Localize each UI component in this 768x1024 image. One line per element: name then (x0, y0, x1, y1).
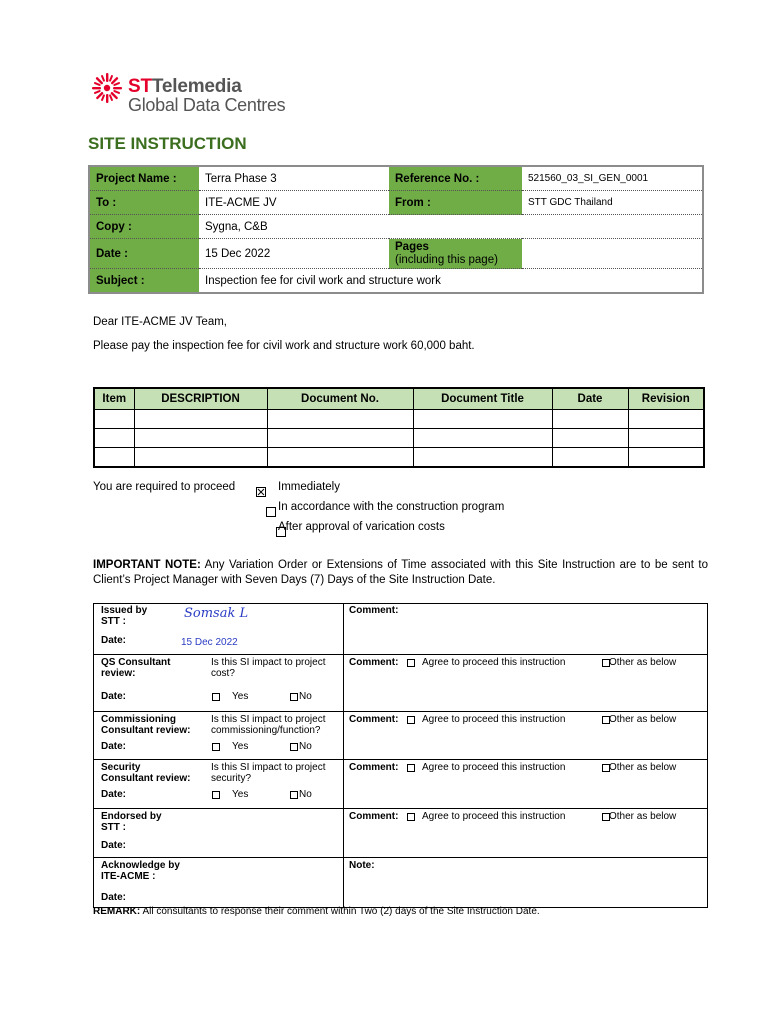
comm-question: Is this SI impact to project commissioning/function? (211, 714, 326, 736)
project-name-label: Project Name : (89, 166, 199, 191)
docs-cell[interactable] (552, 410, 628, 429)
docs-cell[interactable] (134, 429, 267, 448)
pages-label: Pages (including this page) (389, 239, 522, 269)
issued-label: Issued by STT : (101, 605, 148, 627)
issued-date-label: Date: (101, 635, 127, 646)
proceed-option-label: Immediately (278, 481, 340, 493)
other-label: Other as below (609, 762, 677, 773)
docs-cell[interactable] (94, 429, 134, 448)
proceed-checkbox-2[interactable] (266, 507, 276, 517)
qs-comment-cell (344, 655, 708, 712)
comment-label: Comment: (349, 762, 399, 773)
reference-label: Reference No. : (389, 166, 522, 191)
copy-value: Sygna, C&B (199, 215, 389, 239)
docs-cell[interactable] (267, 410, 413, 429)
qs-no-label: No (299, 691, 312, 702)
page-title: SITE INSTRUCTION (88, 134, 247, 153)
sec-yes-checkbox[interactable] (212, 791, 220, 799)
brand-name: STTelemedia (128, 76, 242, 97)
comm-review-label: Commissioning Consultant review: (101, 714, 191, 736)
endorsed-cell (94, 809, 344, 858)
sec-no-label: No (299, 789, 312, 800)
ack-note-cell (344, 858, 708, 908)
comm-no-label: No (299, 741, 312, 752)
sec-yes-label: Yes (232, 789, 249, 800)
documents-table (93, 387, 705, 468)
docs-column-header: Document Title (413, 388, 552, 410)
issued-cell (94, 604, 344, 655)
docs-cell[interactable] (267, 448, 413, 468)
issued-comment-cell (344, 604, 708, 655)
docs-column-header: Document No. (267, 388, 413, 410)
docs-column-header: Date (552, 388, 628, 410)
comm-yes-label: Yes (232, 741, 249, 752)
issued-date-value: 15 Dec 2022 (181, 637, 238, 648)
signature: Somsak L (184, 606, 249, 621)
comment-label: Comment: (349, 657, 399, 668)
docs-column-header: DESCRIPTION (134, 388, 267, 410)
docs-cell[interactable] (134, 410, 267, 429)
subject-value: Inspection fee for civil work and structure work (199, 269, 703, 294)
docs-cell[interactable] (413, 410, 552, 429)
to-label: To : (89, 191, 199, 215)
sec-review-label: Security Consultant review: (101, 762, 191, 784)
proceed-option-label: In accordance with the construction program (278, 501, 505, 513)
sec-comment-cell (344, 760, 708, 809)
remark: REMARK: All consultants to response their comment within Two (2) days of the Site Instruction Date. (93, 906, 540, 917)
docs-cell[interactable] (628, 448, 704, 468)
sec-no-checkbox[interactable] (290, 791, 298, 799)
agree-label: Agree to proceed this instruction (422, 811, 566, 822)
docs-table-row (94, 429, 704, 448)
agree-checkbox[interactable] (407, 659, 415, 667)
comm-comment-cell (344, 712, 708, 760)
docs-cell[interactable] (552, 448, 628, 468)
ack-date-label: Date: (101, 892, 127, 903)
comment-label: Comment: (349, 811, 399, 822)
ack-label: Acknowledge by ITE-ACME : (101, 860, 180, 882)
project-name-value: Terra Phase 3 (199, 166, 389, 191)
other-label: Other as below (609, 657, 677, 668)
qs-review-label: QS Consultant review: (101, 657, 171, 679)
important-note: IMPORTANT NOTE: Any Variation Order or Extensions of Time associated with this Site Instruction are to be sent to Client’s Project Manager with Seven Days (7) Days of the Site Instruction Date. (93, 559, 708, 586)
docs-cell[interactable] (413, 448, 552, 468)
endorsed-label: Endorsed by STT : (101, 811, 162, 833)
sec-question: Is this SI impact to project security? (211, 762, 326, 784)
proceed-checkbox-1[interactable] (256, 487, 266, 497)
ack-cell (94, 858, 344, 908)
qs-no-checkbox[interactable] (290, 693, 298, 701)
other-label: Other as below (609, 714, 677, 725)
from-label: From : (389, 191, 522, 215)
comm-yes-checkbox[interactable] (212, 743, 220, 751)
stt-logo-icon (91, 72, 123, 104)
sec-date-label: Date: (101, 789, 127, 800)
other-label: Other as below (609, 811, 677, 822)
docs-cell[interactable] (628, 410, 704, 429)
endorsed-date-label: Date: (101, 840, 127, 851)
docs-cell[interactable] (134, 448, 267, 468)
date-value: 15 Dec 2022 (199, 239, 389, 269)
qs-question: Is this SI impact to project cost? (211, 657, 326, 679)
comm-date-label: Date: (101, 741, 127, 752)
to-value: ITE-ACME JV (199, 191, 389, 215)
greeting: Dear ITE-ACME JV Team, (93, 316, 227, 328)
docs-cell[interactable] (94, 448, 134, 468)
docs-cell[interactable] (552, 429, 628, 448)
agree-label: Agree to proceed this instruction (422, 762, 566, 773)
comment-label: Comment: (349, 714, 399, 725)
copy-spacer-2 (522, 215, 703, 239)
proceed-label: You are required to proceed (93, 481, 236, 493)
agree-checkbox[interactable] (407, 716, 415, 724)
docs-cell[interactable] (267, 429, 413, 448)
header-table (88, 165, 704, 294)
docs-cell[interactable] (94, 410, 134, 429)
issued-comment-label: Comment: (349, 605, 399, 616)
proceed-option-label: After approval of varication costs (278, 521, 445, 533)
reference-value: 521560_03_SI_GEN_0001 (522, 166, 703, 191)
docs-cell[interactable] (413, 429, 552, 448)
agree-label: Agree to proceed this instruction (422, 657, 566, 668)
agree-checkbox[interactable] (407, 764, 415, 772)
qs-yes-label: Yes (232, 691, 249, 702)
agree-checkbox[interactable] (407, 813, 415, 821)
pages-value (522, 239, 703, 269)
from-value: STT GDC Thailand (522, 191, 703, 215)
copy-label: Copy : (89, 215, 199, 239)
agree-label: Agree to proceed this instruction (422, 714, 566, 725)
sec-review-cell (94, 760, 344, 809)
date-label: Date : (89, 239, 199, 269)
ack-note-label: Note: (349, 860, 375, 871)
letter-body: Please pay the inspection fee for civil work and structure work 60,000 baht. (93, 340, 475, 352)
brand-subtitle: Global Data Centres (128, 95, 286, 115)
docs-column-header: Revision (628, 388, 704, 410)
comm-review-cell (94, 712, 344, 760)
docs-table-row (94, 410, 704, 429)
qs-yes-checkbox[interactable] (212, 693, 220, 701)
docs-cell[interactable] (628, 429, 704, 448)
qs-date-label: Date: (101, 691, 127, 702)
endorsed-comment-cell (344, 809, 708, 858)
review-table (93, 603, 708, 908)
docs-column-header: Item (94, 388, 134, 410)
copy-spacer (389, 215, 522, 239)
docs-table-row (94, 448, 704, 468)
comm-no-checkbox[interactable] (290, 743, 298, 751)
qs-review-cell (94, 655, 344, 712)
subject-label: Subject : (89, 269, 199, 294)
